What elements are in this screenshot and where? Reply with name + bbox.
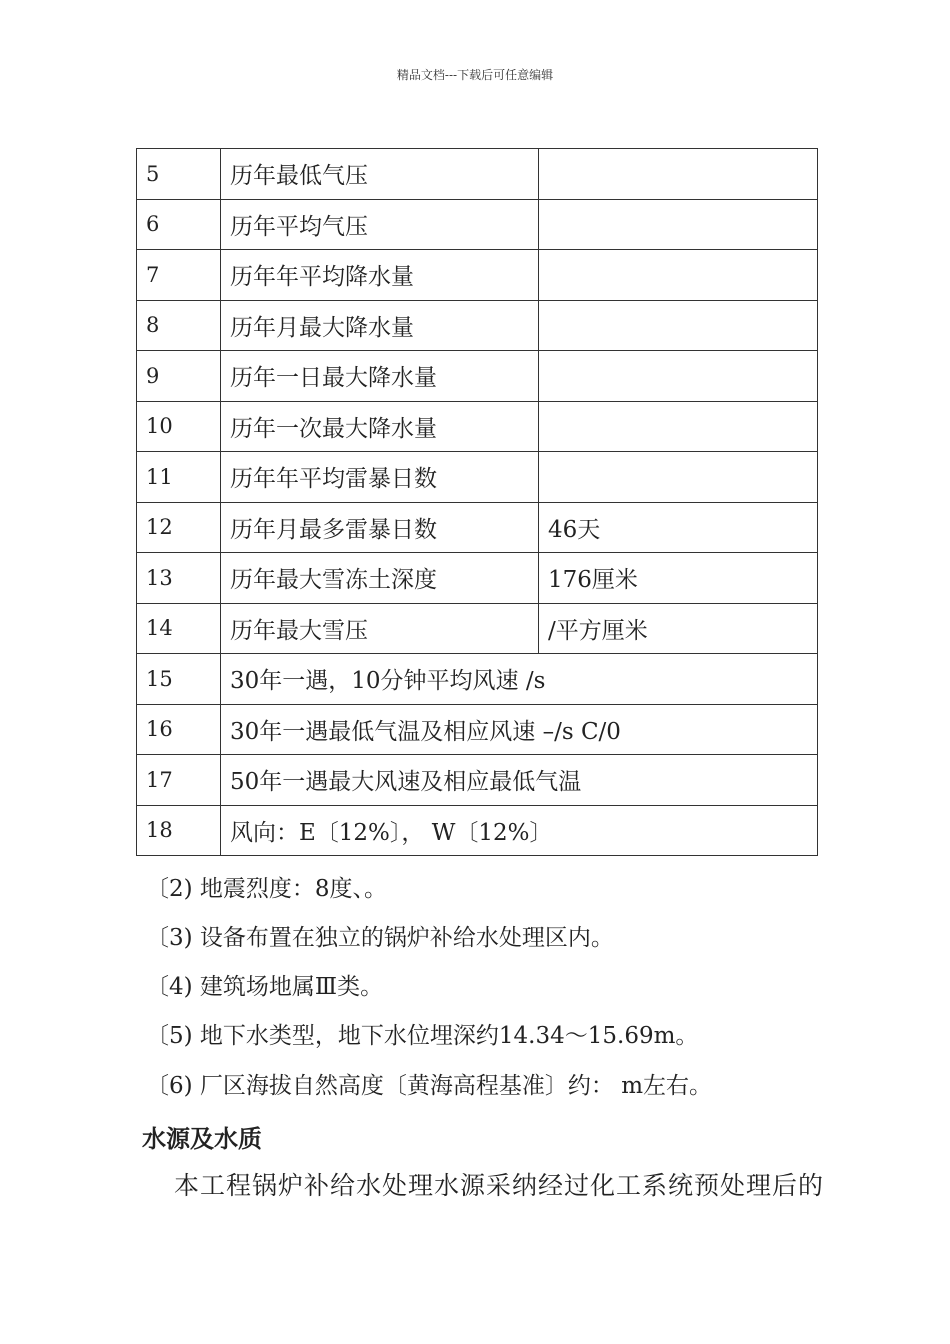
climate-table (136, 148, 818, 856)
value-cell (539, 199, 818, 250)
item-cell: 历年月最大降水量 (221, 300, 539, 351)
item-cell: 历年平均气压 (221, 199, 539, 250)
table-row (137, 755, 818, 806)
value-cell (539, 452, 818, 503)
table-row (137, 351, 818, 402)
value-cell: 176厘米 (539, 553, 818, 604)
row-number: 7 (137, 250, 221, 301)
list-item: 〔5) 地下水类型，地下水位埋深约14.34～15.69m。 (146, 1023, 699, 1049)
item-cell: 历年一次最大降水量 (221, 401, 539, 452)
table-row (137, 300, 818, 351)
body-paragraph: 本工程锅炉补给水处理水源采纳经过化工系统预处理后的 (174, 1171, 825, 1200)
item-cell: 历年年平均雷暴日数 (221, 452, 539, 503)
list-item: 〔6) 厂区海拔自然高度〔黄海高程基准〕约： m左右。 (146, 1073, 713, 1099)
table-row (137, 250, 818, 301)
merged-cell: 风向：E〔12%〕， W〔12%〕 (221, 805, 818, 856)
table-row (137, 654, 818, 705)
row-number: 8 (137, 300, 221, 351)
table-row (137, 704, 818, 755)
row-number: 11 (137, 452, 221, 503)
value-cell (539, 300, 818, 351)
value-cell (539, 401, 818, 452)
list-item: 〔4) 建筑场地属Ⅲ类。 (146, 974, 384, 1000)
merged-cell: 30年一遇，10分钟平均风速 /s (221, 654, 818, 705)
table-row (137, 502, 818, 553)
table-row (137, 452, 818, 503)
value-cell: 46天 (539, 502, 818, 553)
value-cell: /平方厘米 (539, 603, 818, 654)
page-header: 精品文档---下载后可任意编辑 (396, 68, 554, 82)
row-number: 6 (137, 199, 221, 250)
table-row (137, 603, 818, 654)
row-number: 13 (137, 553, 221, 604)
row-number: 9 (137, 351, 221, 402)
merged-cell: 50年一遇最大风速及相应最低气温 (221, 755, 818, 806)
section-heading: 水源及水质 (142, 1125, 262, 1153)
item-cell: 历年最低气压 (221, 149, 539, 200)
table-row (137, 199, 818, 250)
table-row (137, 805, 818, 856)
table-row (137, 401, 818, 452)
row-number: 15 (137, 654, 221, 705)
row-number: 16 (137, 704, 221, 755)
row-number: 17 (137, 755, 221, 806)
item-cell: 历年最大雪冻土深度 (221, 553, 539, 604)
item-cell: 历年最大雪压 (221, 603, 539, 654)
value-cell (539, 149, 818, 200)
table-row (137, 149, 818, 200)
item-cell: 历年年平均降水量 (221, 250, 539, 301)
value-cell (539, 250, 818, 301)
item-cell: 历年一日最大降水量 (221, 351, 539, 402)
row-number: 18 (137, 805, 221, 856)
value-cell (539, 351, 818, 402)
list-item: 〔2) 地震烈度：8度、。 (146, 876, 388, 902)
merged-cell: 30年一遇最低气温及相应风速 –/s C/0 (221, 704, 818, 755)
list-item: 〔3) 设备布置在独立的锅炉补给水处理区内。 (146, 925, 614, 951)
table-row (137, 553, 818, 604)
row-number: 5 (137, 149, 221, 200)
row-number: 12 (137, 502, 221, 553)
row-number: 14 (137, 603, 221, 654)
row-number: 10 (137, 401, 221, 452)
item-cell: 历年月最多雷暴日数 (221, 502, 539, 553)
